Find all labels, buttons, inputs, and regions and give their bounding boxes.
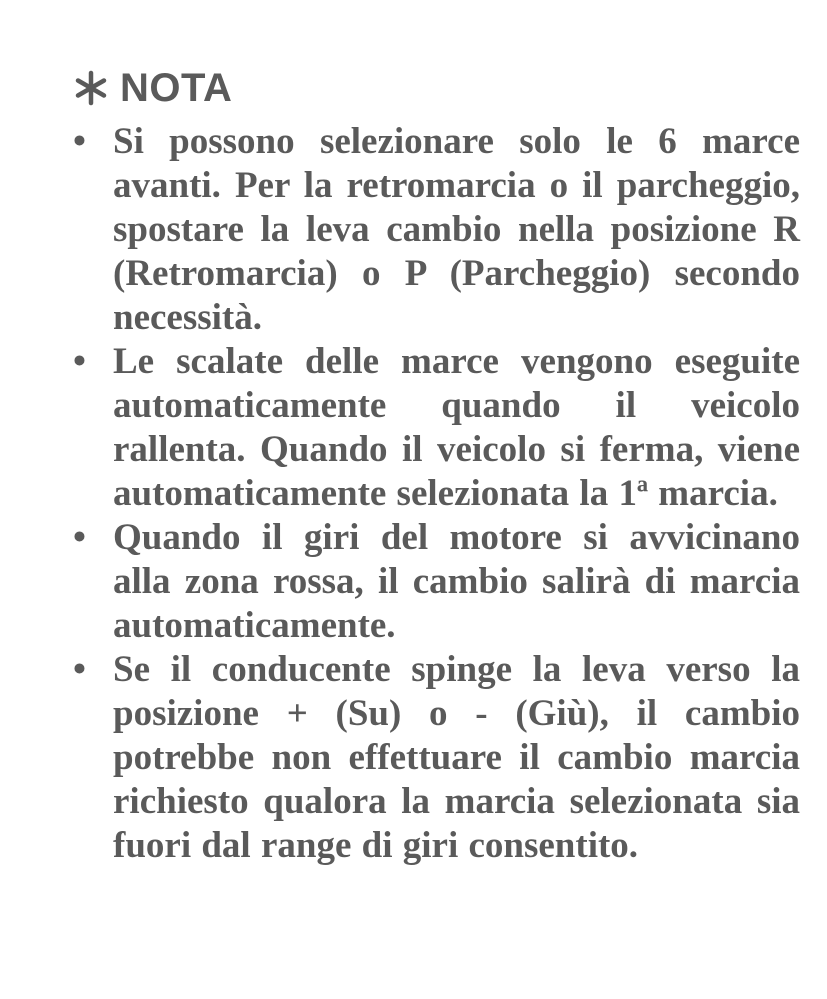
list-item [72,516,800,648]
list-item [72,120,800,340]
bullet: • [73,121,86,162]
list-item-text: Quando il giri del motore si avvicinano alla zona rossa, il cambio salirà di marcia automaticamente. [113,517,800,646]
note-list [72,120,800,868]
note-section [72,62,800,868]
bullet: • [73,517,86,558]
list-item-text: Le scalate delle marce vengono eseguite automaticamente quando il veicolo rallenta. Quando il veicolo si ferma, viene automaticamente selezionata la 1ª marcia. [113,341,800,514]
list-item-text: Se il conducente spinge la leva verso la posizione + (Su) o - (Giù), il cambio potrebbe non effettuare il cambio marcia richiesto qualora la marcia selezionata sia fuori dal range di giri consentito. [113,649,800,866]
list-item [72,648,800,868]
asterisk-icon [72,69,110,107]
bullet: • [73,341,86,382]
bullet: • [73,649,86,690]
note-title: NOTA [120,65,233,110]
note-header [72,62,800,114]
list-item [72,340,800,516]
list-item-text: Si possono selezionare solo le 6 marce avanti. Per la retromarcia o il parcheggio, spostare la leva cambio nella posizione R (Retromarcia) o P (Parcheggio) secondo necessità. [113,121,800,338]
